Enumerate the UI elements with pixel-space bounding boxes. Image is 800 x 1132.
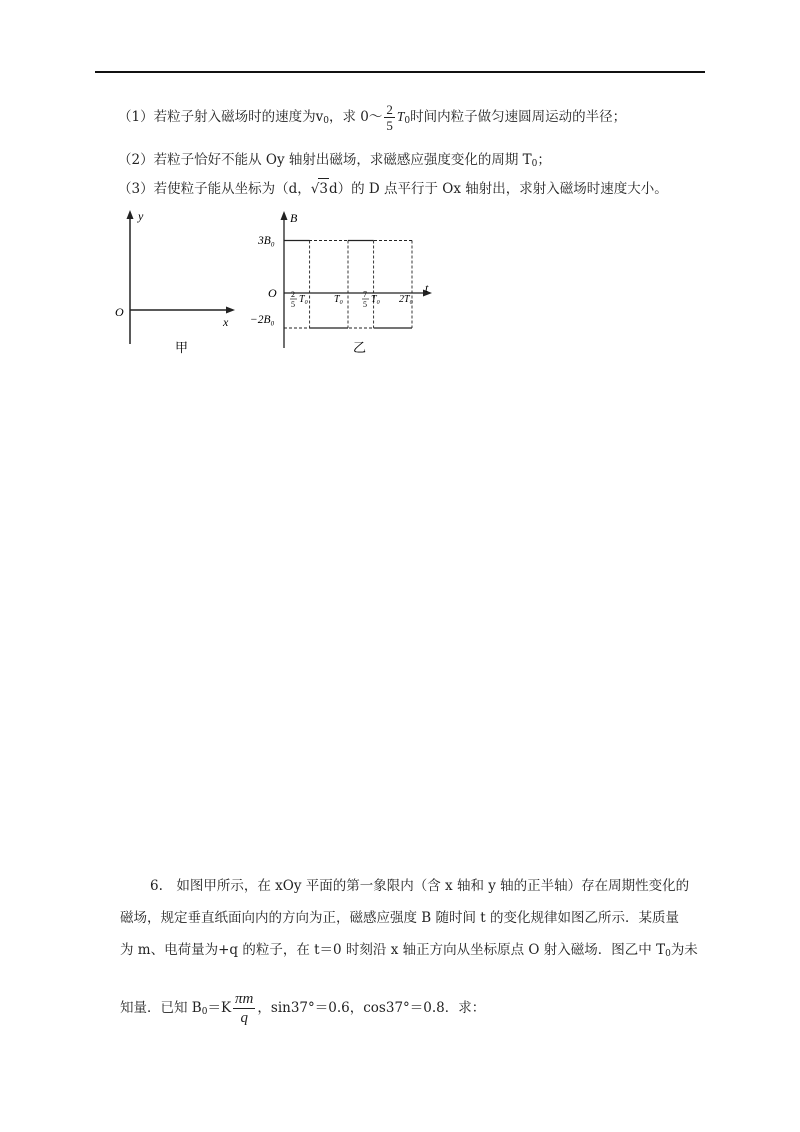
- q1-suffix: 时间内粒子做匀速圆周运动的半径；: [410, 109, 627, 125]
- yi-b-arrow: [281, 211, 288, 220]
- question-3: [118, 178, 668, 199]
- q2-suffix: ；: [537, 152, 551, 168]
- figure-yi: [250, 208, 450, 358]
- p6-line4-sub: 0: [201, 1007, 208, 1017]
- p6-line3-sub: 0: [665, 949, 671, 959]
- q2-text: （2）若粒子恰好不能从 Oy 轴射出磁场，求磁感应强度变化的周期 T: [118, 152, 532, 168]
- q1-t-sub: 0: [404, 116, 411, 126]
- q3-text: （3）若使粒子能从坐标为（d，: [118, 181, 311, 197]
- question-1: [118, 102, 626, 133]
- problem-6-line-1: 6. 如图甲所示，在 xOy 平面的第一象限内（含 x 轴和 y 轴的正半轴）存在周期性变化的: [150, 878, 690, 894]
- q1-mid: ，求 0～: [328, 109, 383, 125]
- p6-line3-a: 为 m、电荷量为+q 的粒子，在 t＝0 时刻沿 x 轴正方向从坐标原点 O 射入磁场．图乙中 T: [120, 942, 666, 958]
- yi-origin: O: [268, 286, 277, 300]
- jia-caption: 甲: [175, 340, 189, 355]
- header-rule: [95, 71, 705, 73]
- yi-plot: [284, 241, 412, 329]
- p6-frac-num: πm: [235, 991, 254, 1007]
- yi-t-label: t: [425, 281, 429, 295]
- problem-6-line-2: 磁场，规定垂直纸面向内的方向为正，磁感应强度 B 随时间 t 的变化规律如图乙所示．某质量: [120, 910, 680, 926]
- yi-tick-1-num: 2: [291, 290, 295, 299]
- q1-text: （1）若粒子射入磁场时的速度为v: [118, 109, 324, 125]
- p6-line4-c: ，sin37°＝0.6，cos37°＝0.8．求：: [257, 1000, 486, 1016]
- p6-line4-b: ＝K: [207, 1000, 232, 1016]
- yi-tick-3-den: 5: [363, 300, 367, 309]
- problem-6-line-3: [120, 940, 698, 964]
- yi-b-pos-label: 3B₀: [258, 235, 275, 247]
- q1-fraction: [384, 102, 395, 133]
- q2-t-sub: 0: [531, 159, 538, 169]
- q1-frac-num: 2: [386, 102, 393, 117]
- p6-line3-b: 为未: [670, 942, 698, 958]
- q3-suffix: d）的 D 点平行于 Ox 轴射出，求射入磁场时速度大小。: [328, 181, 668, 197]
- q1-v-sub: 0: [323, 116, 329, 126]
- q1-t-symbol: T: [396, 109, 405, 124]
- yi-b-label: B: [290, 211, 298, 225]
- problem-6-line-4: [120, 990, 485, 1027]
- jia-y-label: y: [138, 209, 144, 223]
- yi-caption: 乙: [353, 340, 367, 355]
- yi-tick-2: T₀: [334, 294, 344, 305]
- yi-tick-1-t: T₀: [299, 294, 309, 305]
- q3-sqrt: 3: [318, 178, 329, 199]
- jia-x-label: x: [223, 315, 229, 329]
- question-2: [118, 150, 551, 174]
- yi-tick-3-t: T₀: [371, 294, 381, 305]
- yi-b-neg-label: −2B₀: [250, 314, 275, 326]
- yi-tick-4: 2T₀: [399, 294, 414, 305]
- q1-frac-den: 5: [386, 118, 393, 133]
- q3-sqrt-sign: √: [310, 181, 320, 197]
- yi-tick-3-num: 7: [363, 290, 367, 299]
- figure-jia: [110, 208, 245, 358]
- jia-origin: O: [115, 305, 124, 319]
- jia-y-arrow: [127, 210, 134, 219]
- p6-fraction: [233, 990, 255, 1027]
- jia-x-arrow: [226, 307, 235, 314]
- yi-tick-1-den: 5: [291, 300, 295, 309]
- p6-frac-den: q: [240, 1010, 248, 1026]
- p6-line4-a: 知量．已知 B: [120, 1000, 202, 1016]
